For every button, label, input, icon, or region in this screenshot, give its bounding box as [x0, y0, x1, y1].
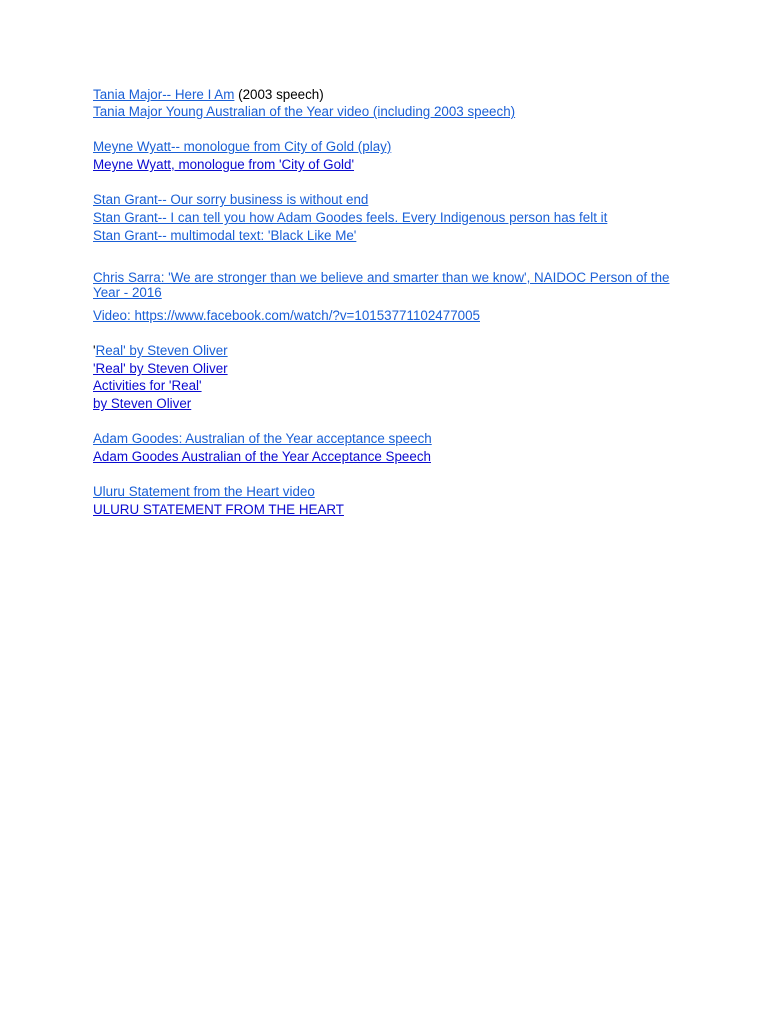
steven-oliver-by-link[interactable]: by Steven Oliver — [93, 396, 192, 411]
uluru-line-1 — [93, 484, 315, 500]
stan-grant-adam-goodes-link[interactable]: Stan Grant-- I can tell you how Adam Goodes feels. Every Indigenous person has felt it — [93, 210, 608, 225]
stan-grant-line-1 — [93, 192, 368, 208]
chris-sarra-line-2 — [93, 308, 480, 324]
stan-grant-line-3 — [93, 228, 356, 244]
adam-goodes-line-2 — [93, 449, 431, 465]
uluru-statement-link[interactable]: ULURU STATEMENT FROM THE HEART — [93, 502, 344, 517]
chris-sarra-line-1 — [93, 270, 673, 300]
meyne-wyatt-line-1 — [93, 139, 391, 155]
uluru-video-link[interactable]: Uluru Statement from the Heart video — [93, 484, 315, 499]
adam-goodes-speech-link[interactable]: Adam Goodes Australian of the Year Acceptance Speech — [93, 449, 431, 464]
steven-oliver-line-4 — [93, 396, 191, 412]
chris-sarra-naidoc-link[interactable]: Chris Sarra: 'We are stronger than we believe and smarter than we know', NAIDOC Person of the Year - 2016 — [93, 270, 670, 300]
steven-oliver-line-3 — [93, 378, 202, 394]
steven-oliver-real-link-1[interactable]: Real' by Steven Oliver — [95, 343, 228, 358]
stan-grant-sorry-business-link[interactable]: Stan Grant-- Our sorry business is without end — [93, 192, 369, 207]
meyne-wyatt-line-2 — [93, 157, 354, 173]
steven-oliver-line-1 — [93, 343, 228, 359]
steven-oliver-activities-link[interactable]: Activities for 'Real' — [93, 378, 202, 393]
stan-grant-line-2 — [93, 210, 607, 226]
meyne-wyatt-play-link[interactable]: Meyne Wyatt-- monologue from City of Gold (play) — [93, 139, 392, 154]
adam-goodes-line-1 — [93, 431, 432, 447]
tania-major-line-1 — [93, 87, 324, 103]
adam-goodes-acceptance-link[interactable]: Adam Goodes: Australian of the Year acceptance speech — [93, 431, 432, 446]
tania-major-line-2 — [93, 104, 515, 120]
uluru-line-2 — [93, 502, 344, 518]
tania-major-video-link[interactable]: Tania Major Young Australian of the Year video (including 2003 speech) — [93, 104, 516, 119]
stan-grant-black-like-me-link[interactable]: Stan Grant-- multimodal text: 'Black Like Me' — [93, 228, 357, 243]
chris-sarra-video-link[interactable]: Video: https://www.facebook.com/watch/?v=10153771102477005 — [93, 308, 480, 323]
meyne-wyatt-monologue-link[interactable]: Meyne Wyatt, monologue from 'City of Gold' — [93, 157, 355, 172]
tania-major-note: (2003 speech) — [234, 87, 324, 102]
steven-oliver-line-2 — [93, 361, 228, 377]
steven-oliver-quote-prefix: ' — [93, 343, 96, 358]
steven-oliver-real-link-2[interactable]: 'Real' by Steven Oliver — [93, 361, 228, 376]
tania-major-here-i-am-link[interactable]: Tania Major-- Here I Am — [93, 87, 235, 102]
